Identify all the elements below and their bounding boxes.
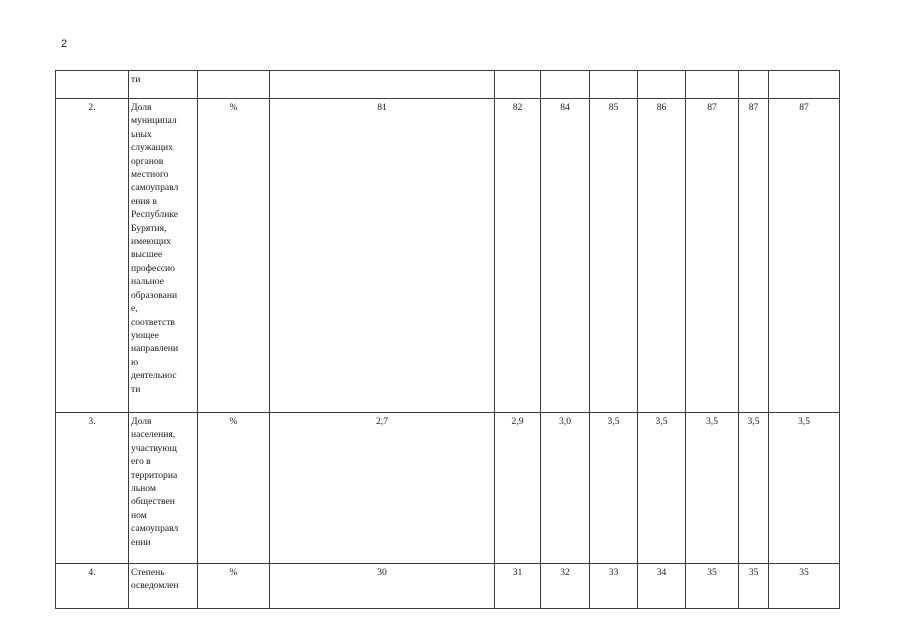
indicator-name-line: обществен xyxy=(131,496,175,508)
year-value-cell: 31 xyxy=(495,564,541,609)
indicator-name-line: Доля xyxy=(131,416,152,427)
unit-cell: % xyxy=(198,564,270,609)
year-value-cell xyxy=(686,71,739,99)
indicators-table xyxy=(55,70,840,609)
year-value-cell: 3,5 xyxy=(769,413,840,564)
table-row xyxy=(56,564,840,609)
year-value-cell xyxy=(590,71,638,99)
year-value-cell: 35 xyxy=(739,564,769,609)
unit-cell xyxy=(198,71,270,99)
unit-cell: % xyxy=(198,413,270,564)
unit-cell: % xyxy=(198,99,270,413)
year-value-cell: 32 xyxy=(541,564,590,609)
table-row xyxy=(56,99,840,413)
indicator-name-line: деятельнос xyxy=(131,370,177,382)
indicator-name-line: самоуправл xyxy=(131,523,179,535)
indicator-name-line: льном xyxy=(131,483,156,495)
indicator-name-line: ьных xyxy=(131,128,152,140)
indicator-name-cell xyxy=(129,413,198,564)
year-value-cell: 34 xyxy=(638,564,686,609)
indicator-name-line: органов xyxy=(131,155,164,167)
year-value-cell: 35 xyxy=(686,564,739,609)
indicator-name-cell xyxy=(129,99,198,413)
row-number-cell: 2. xyxy=(56,99,129,413)
indicator-name-line: осведомлен xyxy=(131,580,179,592)
year-value-cell: 35 xyxy=(769,564,840,609)
indicator-name-line: ующее xyxy=(131,329,159,341)
row-number-cell xyxy=(56,71,129,99)
table-row xyxy=(56,413,840,564)
year-value-cell: 86 xyxy=(638,99,686,413)
indicator-name-cell xyxy=(129,71,198,99)
base-value-cell xyxy=(270,71,495,99)
indicator-name-line: его в xyxy=(131,456,151,468)
indicator-name-line: местного xyxy=(131,169,169,181)
indicator-name-line: территориа xyxy=(131,469,178,481)
indicator-name-line: е, xyxy=(131,303,138,315)
year-value-cell: 3,5 xyxy=(638,413,686,564)
indicator-name-line: Доля xyxy=(131,102,152,113)
page-number: 2 xyxy=(61,38,68,50)
indicator-name-line: населения, xyxy=(131,429,176,441)
indicator-name-cell xyxy=(129,564,198,609)
base-value-cell: 30 xyxy=(270,564,495,609)
indicator-name-line: образовани xyxy=(131,289,178,301)
year-value-cell xyxy=(638,71,686,99)
year-value-cell xyxy=(769,71,840,99)
indicator-name-line: имеющих xyxy=(131,236,171,248)
row-number-cell: 4. xyxy=(56,564,129,609)
indicator-name-line: Республике xyxy=(131,209,179,221)
indicator-name-line: ении xyxy=(131,536,151,548)
year-value-cell: 85 xyxy=(590,99,638,413)
year-value-cell xyxy=(541,71,590,99)
year-value-cell: 82 xyxy=(495,99,541,413)
indicator-name-line: ения в xyxy=(131,195,157,207)
year-value-cell: 3,0 xyxy=(541,413,590,564)
indicator-name-line: направлени xyxy=(131,343,179,355)
year-value-cell: 3,5 xyxy=(686,413,739,564)
base-value-cell: 81 xyxy=(270,99,495,413)
indicator-name-line: служащих xyxy=(131,142,173,154)
indicator-name-line: ю xyxy=(131,356,139,368)
indicator-name-line: муниципал xyxy=(131,115,177,127)
indicator-name-line: Степень xyxy=(131,567,165,578)
year-value-cell: 2,9 xyxy=(495,413,541,564)
year-value-cell: 87 xyxy=(686,99,739,413)
indicator-name-line: ти xyxy=(131,383,141,395)
year-value-cell: 3,5 xyxy=(590,413,638,564)
indicator-name-line: ти xyxy=(131,74,141,85)
indicator-name-line: самоуправл xyxy=(131,182,179,194)
year-value-cell xyxy=(739,71,769,99)
row-number-cell: 3. xyxy=(56,413,129,564)
year-value-cell: 3,5 xyxy=(739,413,769,564)
year-value-cell: 33 xyxy=(590,564,638,609)
indicator-name-line: участвующ xyxy=(131,442,177,454)
base-value-cell: 2,7 xyxy=(270,413,495,564)
year-value-cell: 87 xyxy=(769,99,840,413)
year-value-cell: 87 xyxy=(739,99,769,413)
indicator-name-line: ном xyxy=(131,509,147,521)
indicator-name-line: нальное xyxy=(131,276,164,288)
year-value-cell: 84 xyxy=(541,99,590,413)
year-value-cell xyxy=(495,71,541,99)
indicator-name-line: соответств xyxy=(131,316,175,328)
table-row xyxy=(56,71,840,99)
indicator-name-line: Бурятия, xyxy=(131,222,167,234)
indicator-name-line: профессио xyxy=(131,262,175,274)
indicator-name-line: высшее xyxy=(131,249,163,261)
